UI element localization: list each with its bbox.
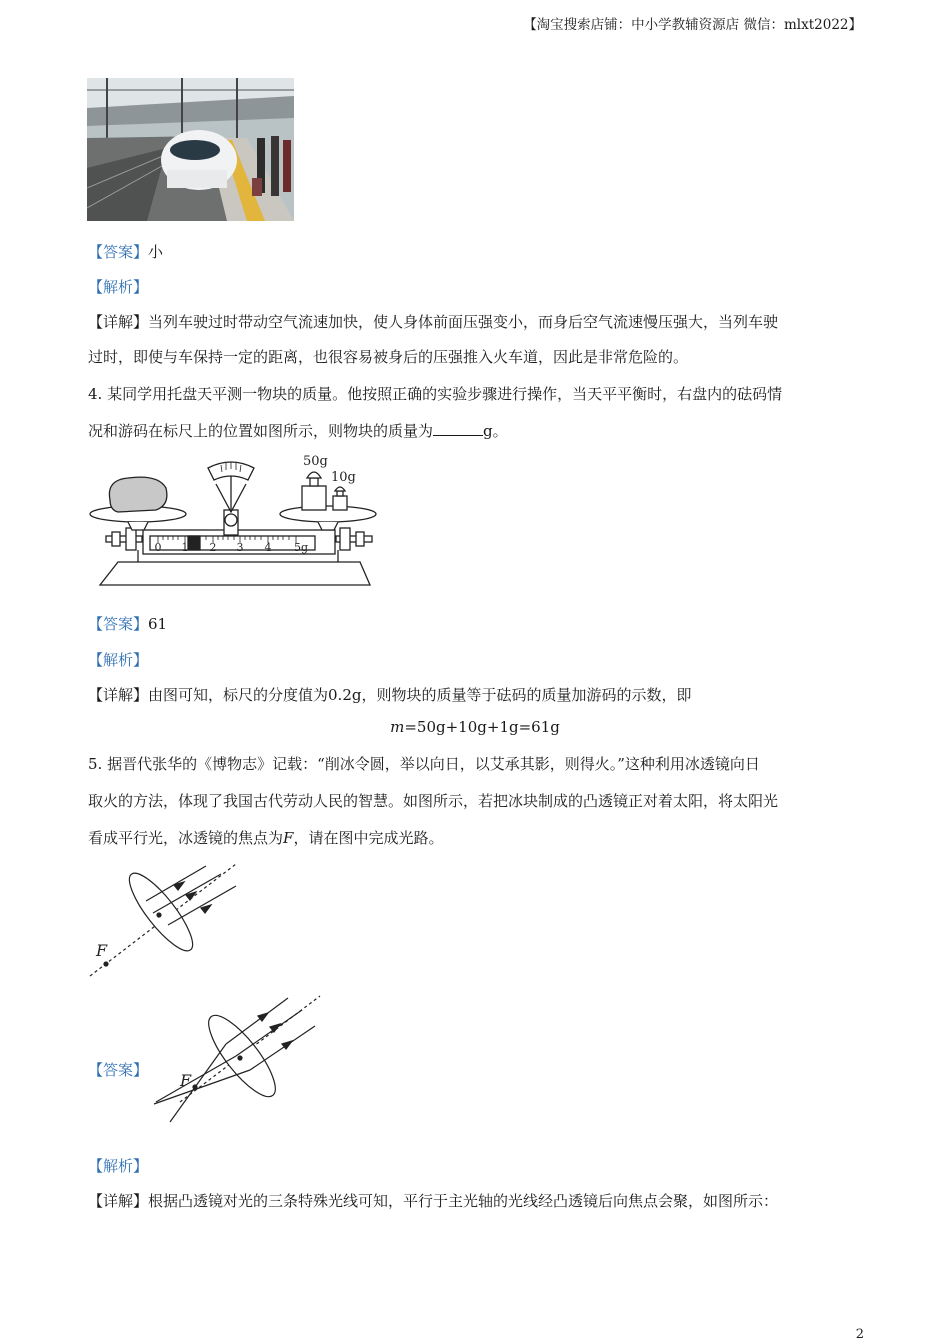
answer-focus-label: F (180, 1071, 192, 1090)
formula-line (0, 718, 950, 736)
detail-line (88, 684, 691, 705)
question-5-line-1: 5. 据晋代张华的《博物志》记载：“削冰令圆，举以向日，以艾承其影，则得火。”这种利用冰透镜向日 (88, 755, 760, 773)
detail-line (88, 1190, 778, 1211)
scale-tick-2: 2 (209, 541, 217, 554)
answer-blank (433, 421, 483, 436)
scale-tick-4: 4 (264, 541, 272, 554)
question-text: 看成平行光，冰透镜的焦点为 (88, 829, 284, 847)
analysis-tag: 【解析】 (88, 278, 149, 296)
scale-tick-5: 5g (293, 541, 309, 554)
lens-question-figure (86, 858, 246, 983)
scale-tick-1: 1 (181, 541, 189, 554)
analysis-tag: 【解析】 (88, 1157, 149, 1175)
analysis-line (88, 1155, 148, 1176)
analysis-tag: 【解析】 (88, 651, 149, 669)
weight-50g-label: 50g (303, 454, 328, 469)
balance-figure (88, 450, 390, 590)
question-text-end: ，请在图中完成光路。 (293, 829, 444, 847)
detail-text: 由图可知，标尺的分度值为0.2g，则物块的质量等于砝码的质量加游码的示数，即 (148, 686, 692, 704)
focus-label: F (96, 941, 108, 960)
question-4-line-2 (88, 420, 508, 441)
question-4-line-1: 4. 某同学用托盘天平测一物块的质量。他按照正确的实验步骤进行操作，当天平平衡时，右盘内的砝码情 (88, 385, 783, 403)
detail-tag: 【详解】 (88, 686, 149, 704)
lens-answer-figure (150, 992, 325, 1127)
answer-tag: 【答案】 (88, 1061, 149, 1079)
formula-variable: m (390, 718, 405, 736)
answer-line (88, 613, 167, 634)
question-5-line-2: 取火的方法，体现了我国古代劳动人民的智慧。如图所示，若把冰块制成的凸透镜正对着太阳，将太阳光 (88, 792, 779, 810)
detail-text: 当列车驶过时带动空气流速加快，使人身体前面压强变小，而身后空气流速慢压强大，当列车驶 (148, 313, 779, 331)
question-text-end: g。 (483, 422, 508, 440)
page-number: 2 (855, 1327, 864, 1342)
answer-tag: 【答案】 (88, 615, 149, 633)
weight-10g-label: 10g (331, 470, 356, 485)
scale-tick-3: 3 (236, 541, 244, 554)
formula-text: =50g+10g+1g=61g (404, 718, 560, 736)
detail-tag: 【详解】 (88, 1192, 149, 1210)
answer-text: 小 (148, 243, 164, 261)
detail-line (88, 311, 778, 332)
page-header: 【淘宝搜索店铺：中小学教辅资源店 微信：mlxt2022】 (523, 17, 862, 33)
answer-line (88, 1059, 148, 1080)
answer-line (88, 241, 163, 262)
answer-tag: 【答案】 (88, 243, 149, 261)
scale-tick-0: 0 (154, 541, 162, 554)
detail-line-2: 过时，即使与车保持一定的距离，也很容易被身后的压强推入火车道，因此是非常危险的。 (88, 348, 689, 366)
train-station-photo (87, 78, 294, 221)
question-5-line-3 (88, 827, 443, 848)
analysis-line (88, 649, 148, 670)
analysis-line (88, 276, 148, 297)
answer-text: 61 (148, 615, 168, 633)
detail-text: 根据凸透镜对光的三条特殊光线可知，平行于主光轴的光线经凸透镜后向焦点会聚，如图所示： (148, 1192, 779, 1210)
detail-tag: 【详解】 (88, 313, 149, 331)
focus-variable: F (283, 829, 294, 847)
question-text: 况和游码在标尺上的位置如图所示，则物块的质量为 (88, 422, 434, 440)
